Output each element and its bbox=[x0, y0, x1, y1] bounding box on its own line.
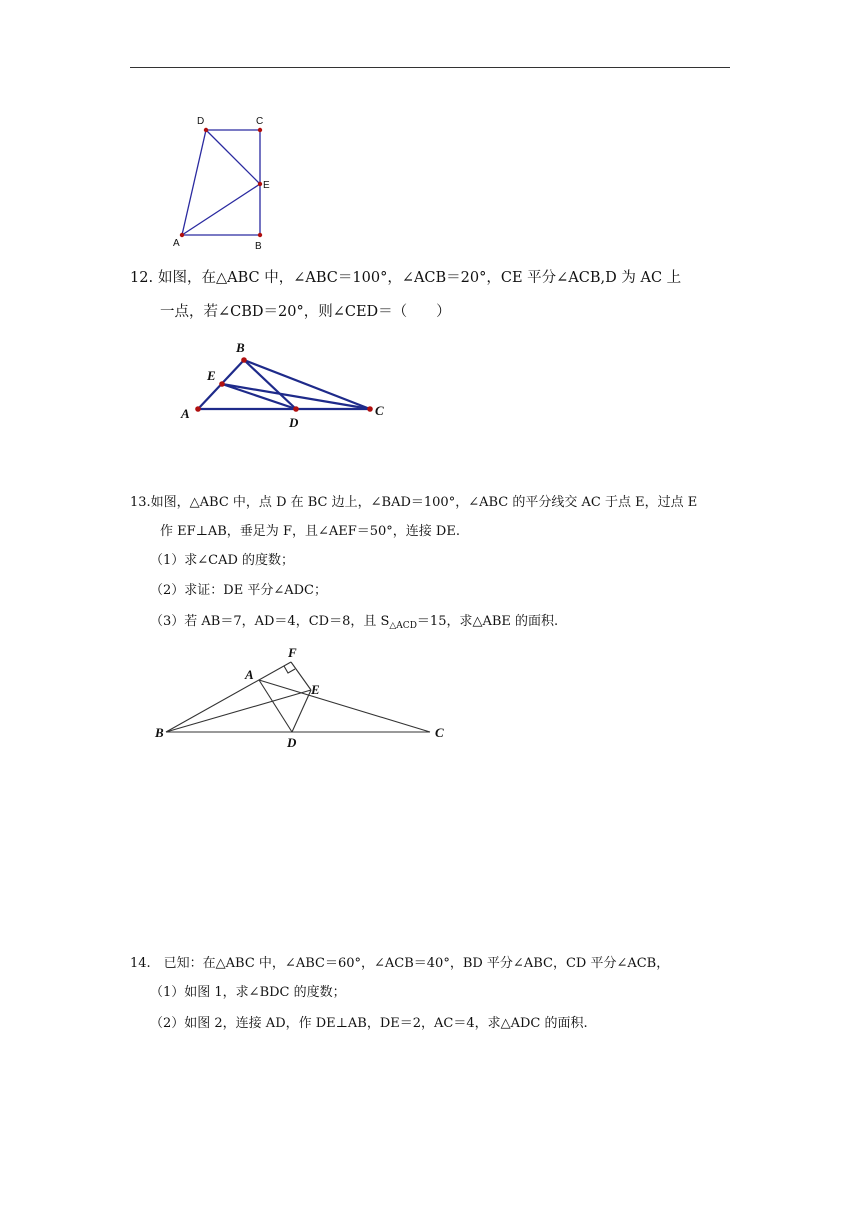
seg-BE bbox=[166, 690, 311, 732]
label-C: C bbox=[375, 403, 384, 418]
label-B: B bbox=[255, 241, 262, 252]
q13-line1: 13.如图，△ABC 中，点 D 在 BC 边上，∠BAD＝100°，∠ABC 的平分线交 AC 于点 E，过点 E bbox=[130, 495, 698, 510]
label-A: A bbox=[181, 406, 190, 421]
label-C: C bbox=[435, 725, 444, 740]
label-E: E bbox=[263, 180, 270, 191]
point-D bbox=[204, 128, 208, 132]
point-E bbox=[219, 381, 225, 387]
point-C bbox=[258, 128, 262, 132]
q14-sub2: （2）如图 2，连接 AD，作 DE⊥AB，DE＝2，AC＝4，求△ADC 的面积. bbox=[150, 1016, 588, 1031]
label-A: A bbox=[245, 667, 254, 682]
figure-q12-triangle bbox=[175, 335, 395, 435]
point-A bbox=[180, 233, 184, 237]
seg-AC bbox=[259, 680, 430, 732]
seg-AD bbox=[182, 130, 206, 235]
label-D: D bbox=[197, 116, 205, 127]
point-D bbox=[293, 406, 299, 412]
right-angle-mark bbox=[284, 666, 295, 673]
q12-line2: 一点，若∠CBD＝20°，则∠CED＝（ ） bbox=[160, 304, 451, 320]
label-F: F bbox=[288, 645, 297, 660]
q13-sub3: （3）若 AB＝7，AD＝4，CD＝8，且 $S_{\triangle ACD}=15$，求△ABE 的面积. bbox=[150, 614, 559, 631]
label-E: E bbox=[207, 368, 216, 383]
label-E: E bbox=[311, 682, 320, 697]
q13-sub1: （1）求∠CAD 的度数； bbox=[150, 553, 295, 568]
label-C: C bbox=[256, 116, 264, 127]
label-D: D bbox=[289, 415, 299, 430]
point-B bbox=[241, 357, 247, 363]
q13-sub3-subscript: △ACD bbox=[389, 621, 417, 631]
label-A: A bbox=[173, 238, 180, 249]
figure-q13-triangle bbox=[150, 640, 460, 755]
seg-BD bbox=[244, 360, 296, 409]
q13-line2: 作 EF⊥AB，垂足为 F，且∠AEF＝50°，连接 DE. bbox=[160, 524, 460, 539]
seg-BF bbox=[166, 662, 291, 732]
q13-sub2: （2）求证：DE 平分∠ADC； bbox=[150, 583, 327, 598]
seg-ED bbox=[292, 690, 311, 732]
label-B: B bbox=[155, 725, 164, 740]
seg-DE bbox=[206, 130, 260, 184]
point-B bbox=[258, 233, 262, 237]
seg-EC bbox=[222, 384, 370, 409]
figure-1-quadrilateral bbox=[165, 110, 285, 255]
point-A bbox=[195, 406, 201, 412]
seg-BC bbox=[244, 360, 370, 409]
q14-line1: 14. 已知：在△ABC 中，∠ABC＝60°，∠ACB＝40°，BD 平分∠ABC，CD 平分∠ACB， bbox=[130, 956, 670, 971]
seg-AD bbox=[259, 680, 292, 732]
header-rule bbox=[130, 67, 730, 68]
label-B: B bbox=[236, 340, 245, 355]
q12-number: 12. bbox=[130, 270, 154, 286]
point-C bbox=[367, 406, 373, 412]
q12-line1 bbox=[130, 268, 681, 288]
q12-line1-text: 如图，在△ABC 中，∠ABC＝100°，∠ACB＝20°，CE 平分∠ACB,D 为 AC 上 bbox=[158, 270, 682, 286]
point-E bbox=[258, 182, 262, 186]
label-D: D bbox=[287, 735, 297, 750]
q14-sub1: （1）如图 1，求∠BDC 的度数； bbox=[150, 985, 346, 1000]
seg-AE bbox=[182, 184, 260, 235]
seg-FE bbox=[291, 662, 311, 690]
seg-ED bbox=[222, 384, 296, 409]
